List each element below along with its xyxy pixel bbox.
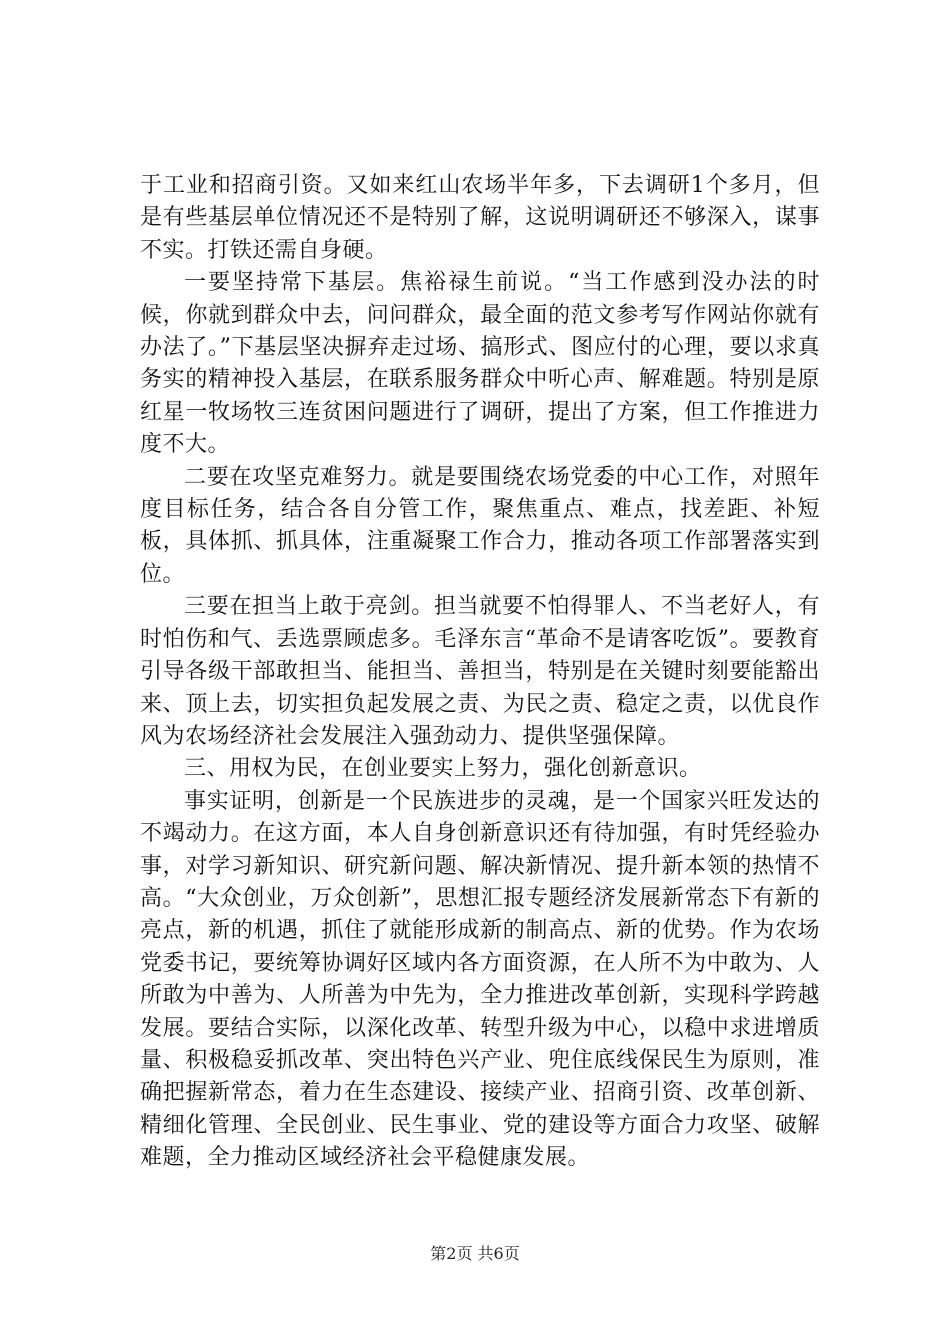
paragraph-tackle-difficulties: 二要在攻坚克难努力。就是要围绕农场党委的中心工作，对照年度目标任务，结合各自分管工作，聚焦重点、难点，找差距、补短板，具体抓、抓具体，注重凝聚工作合力，推动各项工作部署落实到位。 xyxy=(140,464,820,587)
paragraph-take-responsibility: 三要在担当上敢于亮剑。担当就要不怕得罪人、不当老好人，有时怕伤和气、丢选票顾虑多。毛泽东言“革命不是请客吃饭”。要教育引导各级干部敢担当、能担当、善担当，特别是在关键时刻要能豁出来、顶上去，切实担负起发展之责、为民之责、稳定之责，以优良作风为农场经济社会发展注入强劲动力、提供坚强保障。 xyxy=(140,594,820,749)
paragraph-innovation: 事实证明，创新是一个民族进步的灵魂，是一个国家兴旺发达的不竭动力。在这方面，本人自身创新意识还有待加强，有时凭经验办事，对学习新知识、研究新问题、解决新情况、提升新本领的热情不高。“大众创业，万众创新”，思想汇报专题经济发展新常态下有新的亮点，新的机遇，抓住了就能形成新的制高点、新的优势。作为农场党委书记，要统筹协调好区域内各方面资源，在人所不为中敢为、人所敢为中善为、人所善为中先为，全力推进改革创新，实现科学跨越发展。要结合实际，以深化改革、转型升级为中心，以稳中求进增质量、积极稳妥抓改革、突出特色兴产业、兜住底线保民生为原则，准确把握新常态，着力在生态建设、接续产业、招商引资、改革创新、精细化管理、全民创业、民生事业、党的建设等方面合力攻坚、破解难题，全力推动区域经济社会平稳健康发展。 xyxy=(140,788,820,1171)
section-heading-innovation: 三、用权为民，在创业要实上努力，强化创新意识。 xyxy=(184,756,702,782)
paragraph-go-to-grassroots: 一要坚持常下基层。焦裕禄生前说。“当工作感到没办法的时候，你就到群众中去，问问群众，最全面的范文参考写作网站你就有办法了。”下基层坚决摒弃走过场、搞形式、图应付的心理，要以求真务实的精神投入基层，在联系服务群众中听心声、解难题。特别是原红星一牧场牧三连贫困问题进行了调研，提出了方案，但工作推进力度不大。 xyxy=(140,270,820,458)
document-body xyxy=(140,170,820,1175)
page-number-footer: 第2页 共6页 xyxy=(430,1244,520,1263)
paragraph-continuation: 于工业和招商引资。又如来红山农场半年多，下去调研1个多月，但是有些基层单位情况还不是特别了解，这说明调研还不够深入，谋事不实。打铁还需自身硬。 xyxy=(140,173,820,263)
